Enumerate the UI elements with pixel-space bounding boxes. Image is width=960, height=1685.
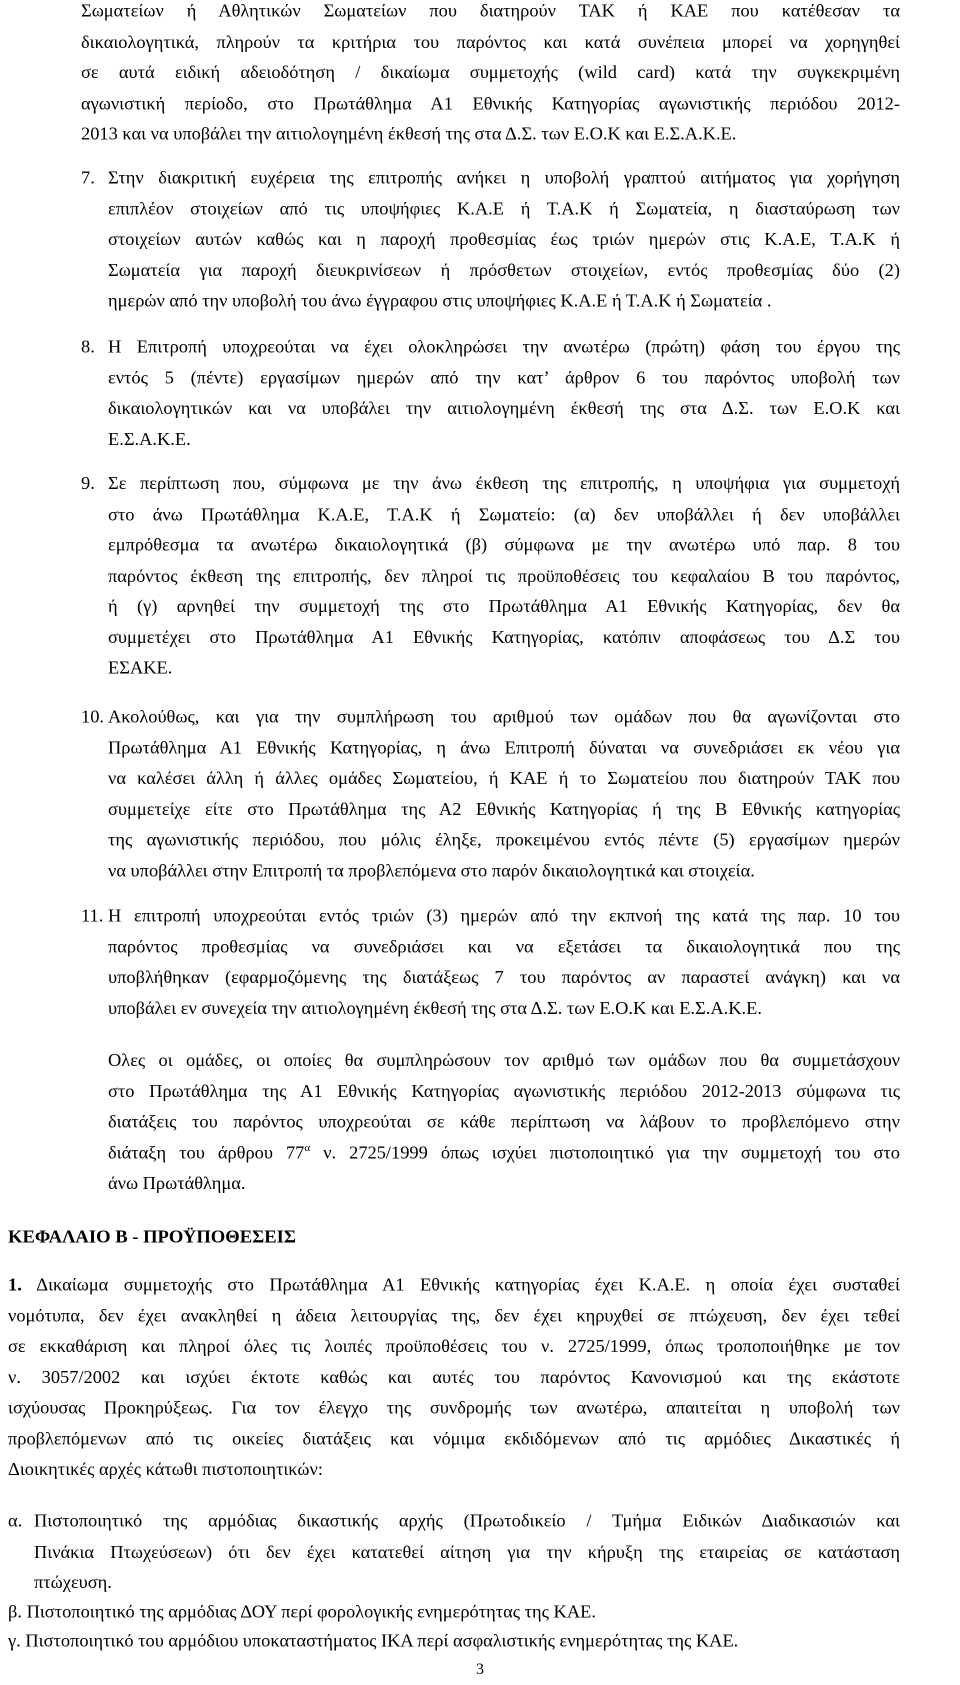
text-line: Σε περίπτωση που, σύμφωνα με την άνω έκθεση της επιτροπής, η υποψήφια για συμμετοχή xyxy=(108,473,900,493)
text-line: ή (γ) αρνηθεί την συμμετοχή της στο Πρωτάθλημα Α1 Εθνικής Κατηγορίας, δεν θα xyxy=(108,596,900,616)
page-number: 3 xyxy=(476,1661,484,1678)
text-line: της αγωνιστικής περιόδου, που μόλις έληξε, προκειμένου εντός πέντε (5) εργασίμων ημερών xyxy=(108,829,900,850)
text-line: αγωνιστική περίοδο, στο Πρωτάθλημα Α1 Εθνικής Κατηγορίας αγωνιστικής περιόδου 2012- xyxy=(81,93,900,113)
text-line: σε αυτά ειδική αδειοδότηση / δικαίωμα συμμετοχής (wild card) κατά την συγκεκριμένη xyxy=(81,62,900,82)
text-line: εμπρόθεσμα τα ανωτέρω δικαιολογητικά (β) σύμφωνα με την ανωτέρω υπό παρ. 8 του xyxy=(108,534,900,555)
paragraph-7 xyxy=(108,163,900,317)
text-line: Διοικητικές αρχές κάτωθι πιστοποιητικών: xyxy=(8,1459,323,1479)
text-line: στοιχείων αυτών καθώς και η παροχή προθεσμίας έως τριών ημερών στις Κ.Α.Ε, Τ.Α.Κ ή xyxy=(108,229,900,249)
text-line: 2013 και να υποβάλει την αιτιολογημένη έκθεσή της στα Δ.Σ. των Ε.Ο.Κ και Ε.Σ.Α.Κ.Ε. xyxy=(81,123,737,144)
text-line: νομότυπα, δεν έχει ανακληθεί η άδεια λειτουργίας της, δεν έχει κηρυχθεί σε πτώχευση, δεν έχει τεθεί xyxy=(8,1305,900,1326)
list-marker: α. xyxy=(8,1511,23,1531)
list-marker: β. xyxy=(8,1601,22,1622)
text-line: Πινάκια Πτωχεύσεων) ότι δεν έχει κατατεθεί αίτηση για την κήρυξη της εταιρείας σε κατάσταση xyxy=(34,1541,900,1562)
list-marker: γ. xyxy=(8,1631,21,1651)
text-fragment: ν. 2725/1999 όπως ισχύει πιστοποιητικό για την συμμετοχή του στο xyxy=(310,1142,900,1163)
text-line: Η Επιτροπή υποχρεούται να έχει ολοκληρώσει την ανωτέρω (πρώτη) φάση του έργου της xyxy=(108,336,900,357)
list-item-text: Πιστοποιητικό του αρμόδιου υποκαταστήματος ΙΚΑ περί ασφαλιστικής ενημερότητας της ΚΑΕ. xyxy=(25,1631,739,1651)
text-line: άνω Πρωτάθλημα. xyxy=(108,1173,246,1193)
text-line: να καλέσει άλλη ή άλλες ομάδες Σωματείου, ή ΚΑΕ ή το Σωματείου που διατηρούν ΤΑΚ που xyxy=(108,768,900,788)
text-line: παρόντος έκθεση της επιτροπής, δεν πληροί τις προϋποθέσεις του κεφαλαίου Β του παρόντος, xyxy=(108,565,900,586)
paragraph-8 xyxy=(108,332,900,455)
text-line: επιπλέον στοιχείων από τις υποψήφιες Κ.Α.Ε ή Τ.Α.Κ ή Σωματεία, η διασταύρωση των xyxy=(108,198,900,219)
text-line: στο Πρωτάθλημα της Α1 Εθνικής Κατηγορίας αγωνιστικής περιόδου 2012-2013 σύμφωνα τις xyxy=(108,1081,900,1101)
paragraph-number: 8. xyxy=(81,336,95,357)
paragraph-number: 11. xyxy=(81,905,104,926)
list-item-text: Πιστοποιητικό της αρμόδιας ΔΟΥ περί φορολογικής ενημερότητας της ΚΑΕ. xyxy=(26,1601,596,1622)
paragraph-number: 1. xyxy=(8,1274,22,1295)
text-line: Ε.Σ.Α.Κ.Ε. xyxy=(108,428,191,449)
paragraph-b1 xyxy=(8,1270,900,1485)
text-line: ισχύουσας Προκηρύξεως. Για τον έλεγχο της συνδρομής των ανωτέρω, απαιτείται η υποβολή των xyxy=(8,1397,900,1418)
paragraph-all-teams xyxy=(108,1045,900,1199)
text-line: δικαιολογητικών και να υποβάλει την αιτιολογημένη έκθεσή της στα Δ.Σ. των Ε.Ο.Κ και xyxy=(108,398,900,418)
text-line: ΕΣΑΚΕ. xyxy=(108,657,173,678)
text-line: υποβλήθηκαν (εφαρμοζόμενης της διατάξεως 7 του παρόντος αν παραστεί ανάγκη) και να xyxy=(108,967,900,987)
paragraph-11 xyxy=(108,901,900,1024)
text-line xyxy=(108,1138,900,1169)
list-item-a xyxy=(34,1506,900,1598)
text-fragment: Δικαίωμα συμμετοχής στο Πρωτάθλημα Α1 Εθνικής κατηγορίας έχει Κ.Α.Ε. η οποία έχει συσταθεί xyxy=(21,1274,900,1295)
text-line: Πρωτάθλημα Α1 Εθνικής Κατηγορίας, η άνω Επιτροπή δύναται να συνεδριάσει εκ νέου για xyxy=(108,737,900,757)
paragraph-number: 9. xyxy=(81,473,95,493)
text-line: Στην διακριτική ευχέρεια της επιτροπής ανήκει η υποβολή γραπτού αιτήματος για χορήγηση xyxy=(108,167,900,188)
text-line: ν. 3057/2002 και ισχύει έκτοτε καθώς και αυτές του παρόντος Κανονισμού και της εκάστοτε xyxy=(8,1367,900,1387)
text-line: εντός 5 (πέντε) εργασίμων ημερών από την κατ’ άρθρον 6 του παρόντος υποβολή των xyxy=(108,367,900,388)
text-fragment: διάταξη του άρθρου 77 xyxy=(108,1142,305,1163)
list-item-b xyxy=(8,1597,596,1628)
text-line: παρόντος προθεσμίας να συνεδριάσει και να εξετάσει τα δικαιολογητικά που της xyxy=(108,936,900,957)
chapter-heading: ΚΕΦΑΛΑΙΟ Β - ΠΡΟΫΠΟΘΕΣΕΙΣ xyxy=(8,1226,297,1248)
text-line: διατάξεις του παρόντος υποχρεούται σε κάθε περίπτωση να λάβουν το προβλεπόμενο στην xyxy=(108,1111,900,1132)
text-line: πτώχευση. xyxy=(34,1572,112,1593)
list-item-g xyxy=(8,1626,738,1657)
text-line: να υποβάλλει στην Επιτροπή τα προβλεπόμενα στο παρόν δικαιολογητικά και στοιχεία. xyxy=(108,860,755,880)
text-line: υποβάλει εν συνεχεία την αιτιολογημένη έκθεσή της στα Δ.Σ. των Ε.Ο.Κ και Ε.Σ.Α.Κ.Ε. xyxy=(108,998,762,1018)
text-line: Ολες οι ομάδες, οι οποίες θα συμπληρώσουν τον αριθμό των ομάδων που θα συμμετάσχουν xyxy=(108,1050,900,1070)
text-line: Η επιτροπή υποχρεούται εντός τριών (3) ημερών από την εκπνοή της κατά της παρ. 10 του xyxy=(108,905,900,926)
text-line: σε εκκαθάριση και πληροί όλες τις λοιπές προϋποθέσεις του ν. 2725/1999, όπως τροποποιήθηκε με τον xyxy=(8,1336,900,1356)
superscript: α xyxy=(304,1141,311,1154)
text-line: προβλεπόμενων από τις οικείες διατάξεις και νόμιμα εκδιδόμενων από τις αρμόδιες Δικαστικές ή xyxy=(8,1428,900,1449)
paragraph-9 xyxy=(108,469,900,684)
text-line: δικαιολογητικά, πληρούν τα κριτήρια του παρόντος και κατά συνέπεια μπορεί να χορηγηθεί xyxy=(81,31,900,52)
text-line: Σωματεία για παροχή διευκρινίσεων ή πρόσθετων στοιχείων, εντός προθεσμίας δύο (2) xyxy=(108,260,900,280)
text-line: στο άνω Πρωτάθλημα Κ.Α.Ε, Τ.Α.Κ ή Σωματείο: (α) δεν υποβάλλει ή δεν υποβάλλει xyxy=(108,504,900,524)
text-line: συμμετείχε είτε στο Πρωτάθλημα της Α2 Εθνικής Κατηγορίας ή της Β Εθνικής κατηγορίας xyxy=(108,798,900,819)
paragraph-10 xyxy=(108,702,900,886)
text-line: ημερών από την υποβολή του άνω έγγραφου στις υποψήφιες Κ.Α.Ε ή Τ.Α.Κ ή Σωματεία . xyxy=(108,290,772,311)
text-line: συμμετέχει στο Πρωτάθλημα Α1 Εθνικής Κατηγορίας, κατόπιν αποφάσεως του Δ.Σ του xyxy=(108,627,900,647)
text-line: Σωματείων ή Αθλητικών Σωματείων που διατηρούν ΤΑΚ ή ΚΑΕ που κατέθεσαν τα xyxy=(81,0,900,21)
text-line xyxy=(8,1270,900,1301)
paragraph-intro xyxy=(81,0,900,150)
text-line: Ακολούθως, και για την συμπλήρωση του αριθμού των ομάδων που θα αγωνίζονται στο xyxy=(108,706,900,727)
text-line: Πιστοποιητικό της αρμόδιας δικαστικής αρχής (Πρωτοδικείο / Τμήμα Ειδικών Διαδικασιών και xyxy=(34,1511,900,1531)
paragraph-number: 7. xyxy=(81,167,95,188)
paragraph-number: 10. xyxy=(81,706,104,727)
